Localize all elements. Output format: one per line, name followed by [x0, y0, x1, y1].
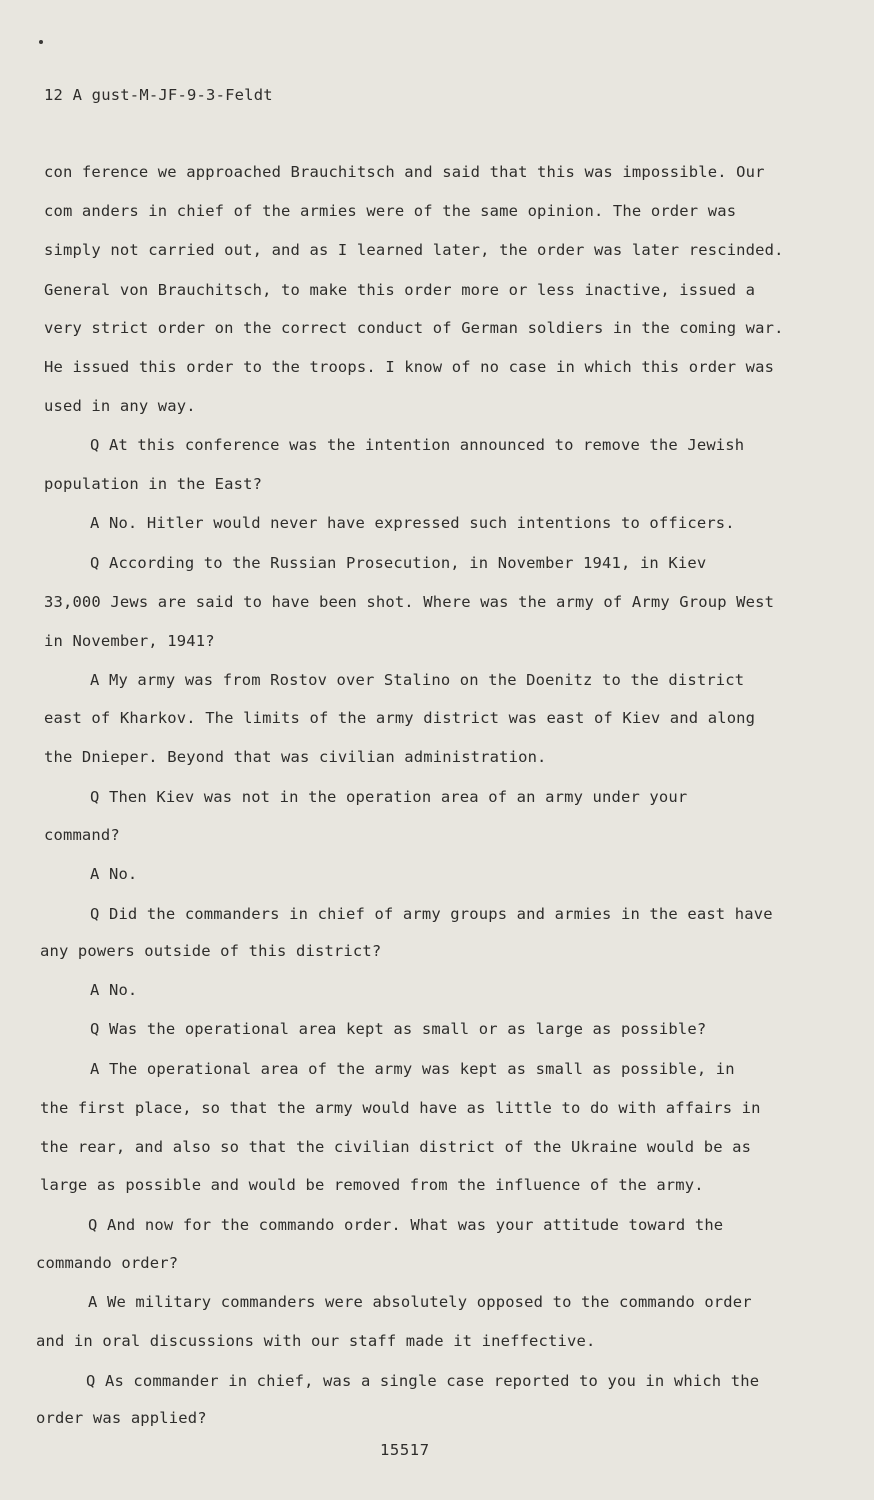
answer-line: A No. — [90, 981, 138, 999]
text-line: the first place, so that the army would have as little to do with affairs in — [40, 1099, 761, 1117]
page-number: 15517 — [380, 1441, 430, 1459]
question-line: Q Did the commanders in chief of army groups and armies in the east have — [90, 905, 773, 923]
ink-speck — [39, 40, 43, 44]
text-line: con ference we approached Brauchitsch and said that this was impossible. Our — [44, 163, 765, 181]
answer-line: A The operational area of the army was kept as small as possible, in — [90, 1060, 735, 1078]
text-line: large as possible and would be removed from the influence of the army. — [40, 1176, 704, 1194]
answer-line: A My army was from Rostov over Stalino on the Doenitz to the district — [90, 671, 745, 689]
question-line: Q As commander in chief, was a single case reported to you in which the — [86, 1372, 760, 1390]
text-line: the Dnieper. Beyond that was civilian administration. — [44, 748, 547, 766]
text-line: com anders in chief of the armies were of the same opinion. The order was — [44, 202, 737, 220]
text-line: any powers outside of this district? — [40, 942, 382, 960]
text-line: order was applied? — [36, 1409, 207, 1427]
text-line: simply not carried out, and as I learned later, the order was later rescinded. — [44, 241, 784, 259]
question-line: Q According to the Russian Prosecution, in November 1941, in Kiev — [90, 554, 707, 572]
text-line: commando order? — [36, 1254, 179, 1272]
answer-line: A We military commanders were absolutely opposed to the commando order — [88, 1293, 752, 1311]
text-line: used in any way. — [44, 397, 196, 415]
page-header: 12 A gust-M-JF-9-3-Feldt — [44, 86, 273, 104]
text-line: the rear, and also so that the civilian district of the Ukraine would be as — [40, 1138, 752, 1156]
text-line: very strict order on the correct conduct of German soldiers in the coming war. — [44, 319, 784, 337]
text-line: east of Kharkov. The limits of the army district was east of Kiev and along — [44, 709, 756, 727]
question-line: Q Then Kiev was not in the operation area of an army under your — [90, 788, 688, 806]
text-line: 33,000 Jews are said to have been shot. Where was the army of Army Group West — [44, 593, 775, 611]
text-line: General von Brauchitsch, to make this order more or less inactive, issued a — [44, 281, 756, 299]
text-line: population in the East? — [44, 475, 263, 493]
text-line: He issued this order to the troops. I know of no case in which this order was — [44, 358, 775, 376]
text-line: in November, 1941? — [44, 632, 215, 650]
text-line: command? — [44, 826, 120, 844]
text-line: and in oral discussions with our staff made it ineffective. — [36, 1332, 596, 1350]
answer-line: A No. — [90, 865, 138, 883]
question-line: Q Was the operational area kept as small or as large as possible? — [90, 1020, 707, 1038]
answer-line: A No. Hitler would never have expressed such intentions to officers. — [90, 514, 735, 532]
question-line: Q At this conference was the intention announced to remove the Jewish — [90, 436, 745, 454]
question-line: Q And now for the commando order. What was your attitude toward the — [88, 1216, 724, 1234]
